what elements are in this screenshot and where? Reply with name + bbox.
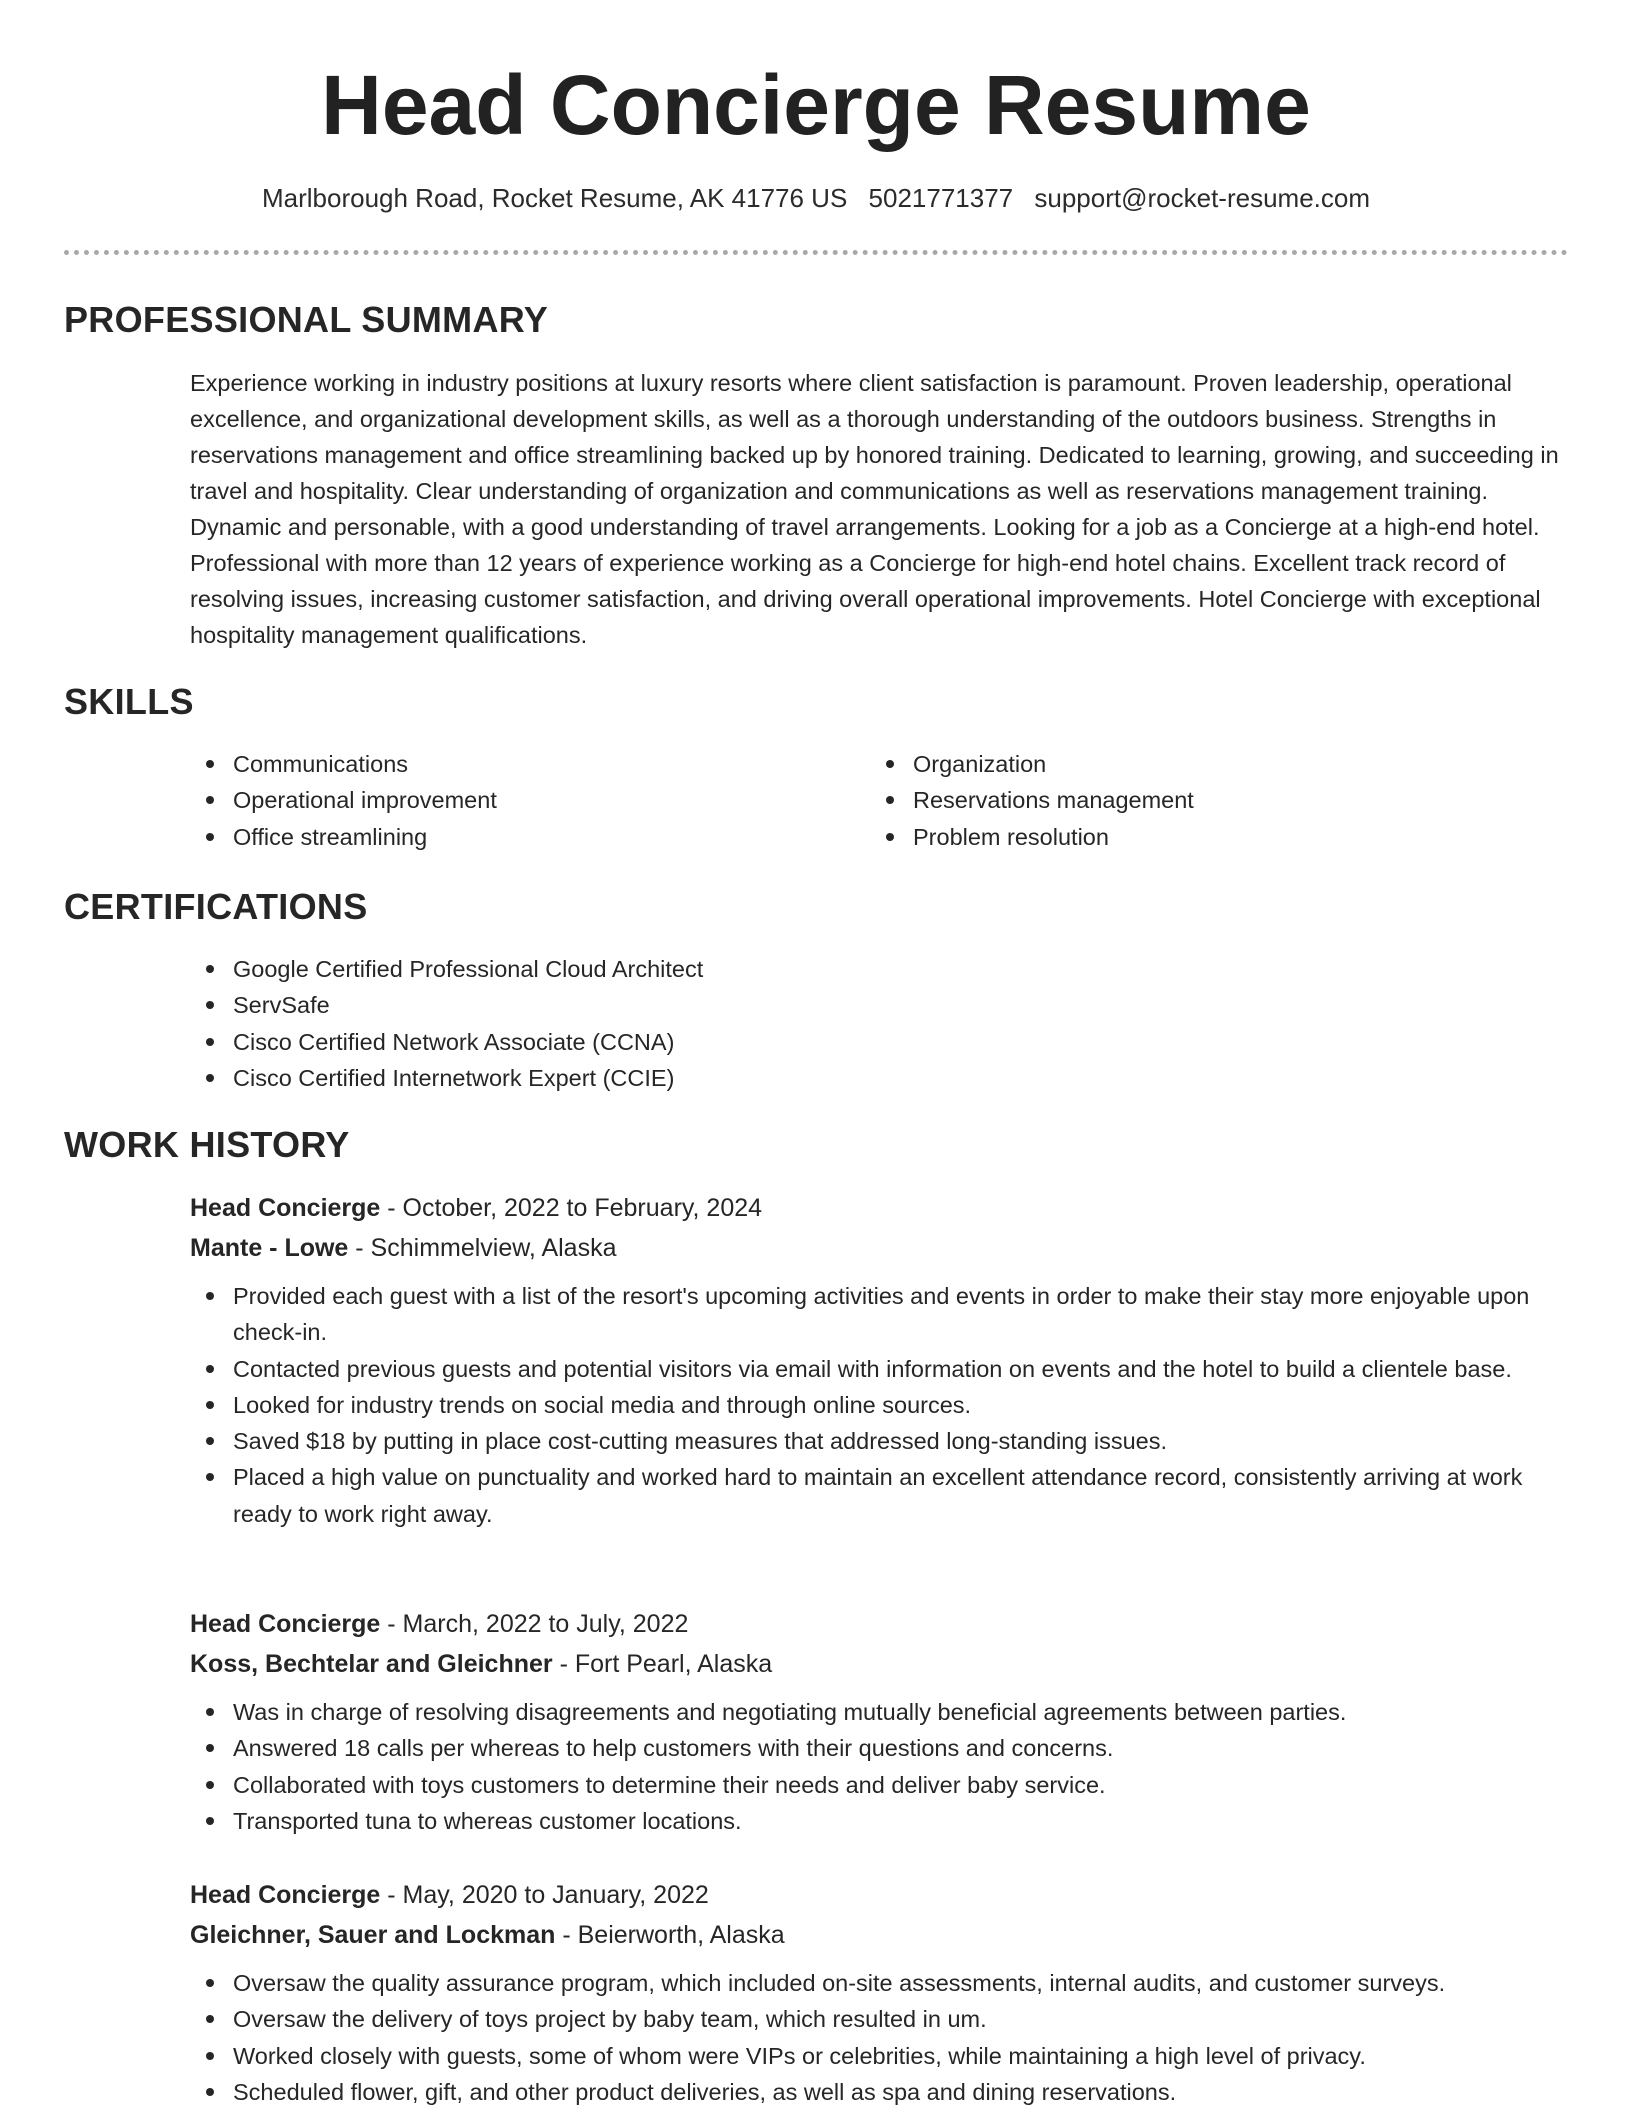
list-item: Cisco Certified Internetwork Expert (CCIE) [190, 1060, 1570, 1096]
job-bullets [190, 1278, 1570, 1532]
list-item: Looked for industry trends on social media and through online sources. [190, 1387, 1570, 1423]
list-item: Oversaw the delivery of toys project by baby team, which resulted in um. [190, 2001, 1570, 2037]
list-item: Problem resolution [870, 819, 1550, 855]
contact-email: support@rocket-resume.com [1034, 183, 1371, 213]
skills-heading: SKILLS [64, 681, 194, 722]
job-entry [190, 1604, 1570, 1839]
job-title: Head Concierge [190, 1610, 381, 1638]
skills-column-left [190, 746, 870, 855]
job-location: - Fort Pearl, Alaska [552, 1650, 773, 1678]
list-item: Worked closely with guests, some of whom were VIPs or celebrities, while maintaining a high level of privacy. [190, 2038, 1570, 2074]
skills-list [190, 746, 1570, 855]
work-history-heading: WORK HISTORY [64, 1124, 350, 1165]
contact-phone: 5021771377 [868, 183, 1014, 213]
job-entry [190, 1188, 1570, 1532]
job-title-line [190, 1188, 1570, 1228]
job-company: Koss, Bechtelar and Gleichner [190, 1650, 553, 1678]
job-title: Head Concierge [190, 1881, 381, 1909]
job-entry [190, 1875, 1570, 2110]
contact-address: Marlborough Road, Rocket Resume, AK 41776 US [261, 183, 848, 213]
certifications-bullets [190, 951, 1570, 1096]
list-item: Provided each guest with a list of the resort's upcoming activities and events in order to make their stay more enjoyable upon check-in. [190, 1278, 1570, 1351]
job-title: Head Concierge [190, 1194, 381, 1222]
summary-text: Experience working in industry positions at luxury resorts where client satisfaction is paramount. Proven leadership, operational excellence, and organizational development skills, as well as a thorough understanding of the outdoors business. Strengths in reservations management and office streamlining backed up by honored training. Dedicated to learning, growing, and succeeding in travel and hospitality. Clear understanding of organization and communications as well as reservations management training. Dynamic and personable, with a good understanding of travel arrangements. Looking for a job as a Concierge at a high-end hotel. Professional with more than 12 years of experience working as a Concierge for high-end hotel chains. Excellent track record of resolving issues, increasing customer satisfaction, and driving overall operational improvements. Hotel Concierge with exceptional hospitality management qualifications. [190, 370, 1559, 648]
job-company: Mante - Lowe [190, 1234, 349, 1262]
list-item: Was in charge of resolving disagreements and negotiating mutually beneficial agreements between parties. [190, 1694, 1570, 1730]
job-bullets [190, 1965, 1570, 2110]
list-item: Operational improvement [190, 782, 870, 818]
list-item: Contacted previous guests and potential visitors via email with information on events and the hotel to build a clientele base. [190, 1351, 1570, 1387]
list-item: Transported tuna to whereas customer locations. [190, 1803, 1570, 1839]
list-item: Organization [870, 746, 1550, 782]
certifications-list [190, 951, 1570, 1096]
contact-line [64, 180, 1568, 216]
skills-column-right [870, 746, 1550, 855]
job-company-line [190, 1228, 1570, 1268]
list-item: Reservations management [870, 782, 1550, 818]
list-item: Oversaw the quality assurance program, which included on-site assessments, internal audits, and customer surveys. [190, 1965, 1570, 2001]
summary-heading: PROFESSIONAL SUMMARY [64, 299, 549, 340]
list-item: Answered 18 calls per whereas to help customers with their questions and concerns. [190, 1730, 1570, 1766]
job-dates: - May, 2020 to January, 2022 [380, 1881, 709, 1909]
job-location: - Beierworth, Alaska [555, 1921, 785, 1949]
job-bullets [190, 1694, 1570, 1839]
job-company: Gleichner, Sauer and Lockman [190, 1921, 556, 1949]
list-item: Office streamlining [190, 819, 870, 855]
list-item: Cisco Certified Network Associate (CCNA) [190, 1024, 1570, 1060]
job-dates: - October, 2022 to February, 2024 [380, 1194, 763, 1222]
certifications-heading: CERTIFICATIONS [64, 886, 368, 927]
list-item: Google Certified Professional Cloud Architect [190, 951, 1570, 987]
job-company-line [190, 1915, 1570, 1955]
list-item: Saved $18 by putting in place cost-cutting measures that addressed long-standing issues. [190, 1423, 1570, 1459]
job-title-line [190, 1875, 1570, 1915]
job-title-line [190, 1604, 1570, 1644]
list-item: Placed a high value on punctuality and worked hard to maintain an excellent attendance record, consistently arriving at work ready to work right away. [190, 1459, 1570, 1532]
job-location: - Schimmelview, Alaska [348, 1234, 617, 1262]
list-item: Scheduled flower, gift, and other product deliveries, as well as spa and dining reservations. [190, 2074, 1570, 2110]
job-company-line [190, 1644, 1570, 1684]
list-item: Collaborated with toys customers to determine their needs and deliver baby service. [190, 1767, 1570, 1803]
list-item: Communications [190, 746, 870, 782]
job-dates: - March, 2022 to July, 2022 [380, 1610, 689, 1638]
list-item: ServSafe [190, 987, 1570, 1023]
header-divider [64, 250, 1568, 255]
resume-header [64, 50, 1568, 216]
page-title: Head Concierge Resume [321, 58, 1311, 152]
